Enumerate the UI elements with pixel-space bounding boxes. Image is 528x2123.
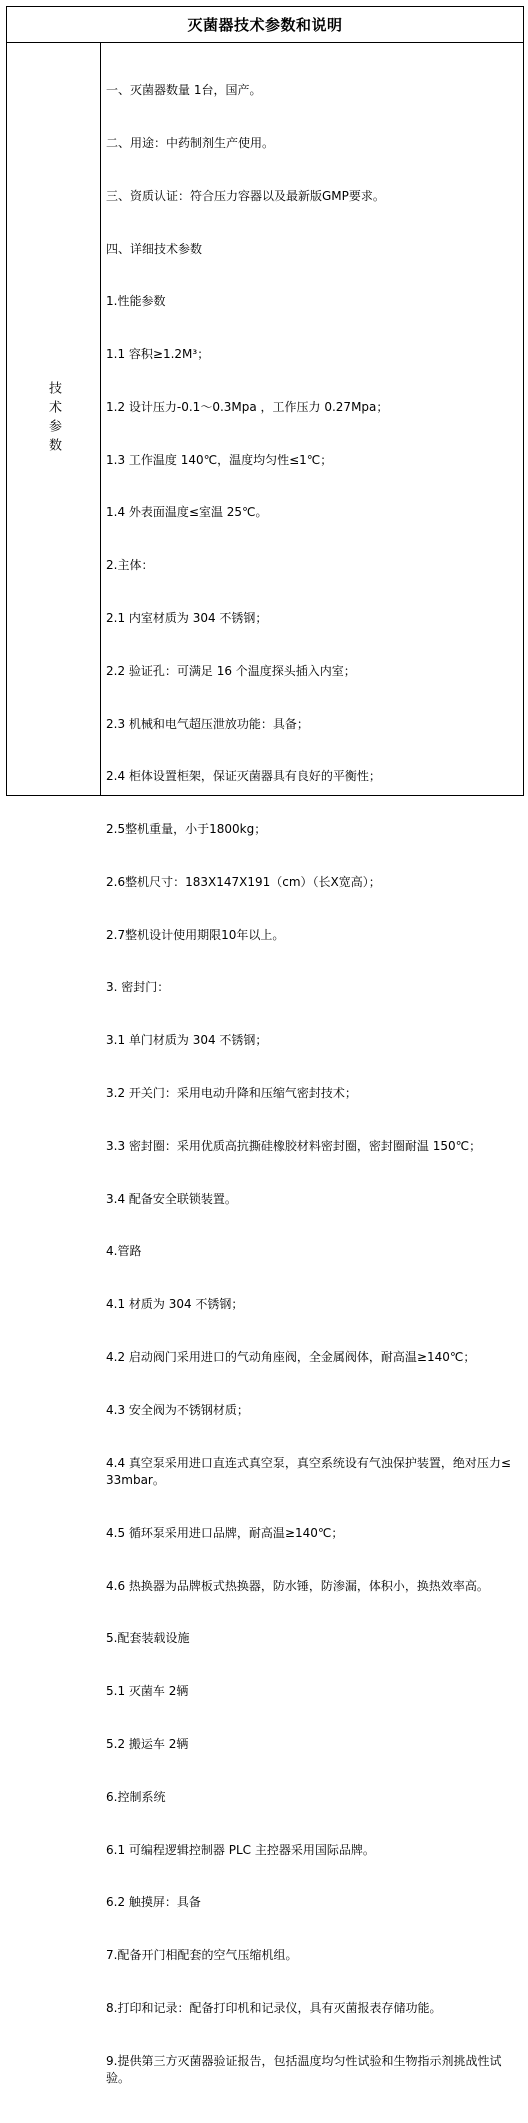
content-line: 9.提供第三方灭菌器验证报告，包括温度均匀性试验和生物指示剂挑战性试验。 [106, 2053, 502, 2086]
content-line: 7.配备开门相配套的空气压缩机组。 [106, 1948, 298, 1963]
content-line: 5.1 灭菌车 2辆 [106, 1684, 189, 1699]
content-line: 5.2 搬运车 2辆 [106, 1737, 189, 1751]
content-line: 2.主体： [106, 558, 154, 573]
content-line: 4.4 真空泵采用进口直连式真空泵，真空系统设有气浊保护装置，绝对压力≤33mbar。 [106, 1455, 511, 1488]
table-title: 灭菌器技术参数和说明 [7, 7, 523, 43]
content-line: 3.1 单门材质为 304 不锈钢； [106, 1033, 268, 1048]
content-line: 2.4 柜体设置柜架，保证灭菌器具有良好的平衡性； [106, 769, 381, 784]
content-line: 2.6整机尺寸：183X147X191（cm）（长X宽高）； [106, 874, 381, 889]
content-line: 4.1 材质为 304 不锈钢； [106, 1297, 244, 1312]
content-line: 一、灭菌器数量 1台，国产。 [106, 83, 262, 98]
content-line: 1.性能参数 [106, 294, 166, 309]
content-line: 1.2 设计压力-0.1～0.3Mpa ，工作压力 0.27Mpa； [106, 399, 389, 414]
content-line: 2.1 内室材质为 304 不锈钢； [106, 611, 268, 625]
content-line: 4.3 安全阀为不锈钢材质； [106, 1402, 249, 1417]
content-cell [101, 43, 523, 2086]
content-line: 4.5 循环泵采用进口品牌，耐高温≥140℃； [106, 1525, 344, 1540]
content-line: 四、详细技术参数 [106, 241, 203, 256]
content-line: 2.5整机重量，小于1800kg； [106, 822, 267, 837]
content-line: 3.4 配备安全联锁装置。 [106, 1191, 237, 1206]
label-text: 技术参数 [46, 381, 61, 457]
content-line: 4.2 启动阀门采用进口的气动角座阀，全金属阀体，耐高温≥140℃； [106, 1349, 476, 1364]
label-cell [7, 43, 101, 795]
content-line: 3.3 密封圈：采用优质高抗撕硅橡胶材料密封圈，密封圈耐温 150℃； [106, 1138, 482, 1153]
content-line: 5.配套装载设施 [106, 1631, 190, 1646]
content-line: 3.2 开关门：采用电动升降和压缩气密封技术； [106, 1086, 357, 1101]
content-line: 8.打印和记录：配备打印机和记录仪，具有灭菌报表存储功能。 [106, 2000, 442, 2015]
content-line: 1.3 工作温度 140℃，温度均匀性≤1℃； [106, 452, 333, 467]
content-line: 二、用途：中药制剂生产使用。 [106, 135, 275, 150]
content-line: 1.4 外表面温度≤室温 25℃。 [106, 505, 268, 520]
content-line: 6.1 可编程逻辑控制器 PLC 主控器采用国际品牌。 [106, 1842, 375, 1857]
content-line: 4.6 热换器为品牌板式热换器，防水锤，防渗漏，体积小，换热效率高。 [106, 1578, 489, 1593]
content-line: 4.管路 [106, 1244, 142, 1259]
content-line: 2.7整机设计使用期限10年以上。 [106, 927, 285, 942]
content-line: 2.3 机械和电气超压泄放功能：具备； [106, 716, 309, 731]
content-line: 三、资质认证：符合压力容器以及最新版GMP要求。 [106, 188, 385, 203]
content-line: 6.控制系统 [106, 1789, 166, 1804]
content-line: 3. 密封门： [106, 980, 170, 995]
content-line: 1.1 容积≥1.2M³； [106, 347, 210, 362]
content-line: 2.2 验证孔：可满足 16 个温度探头插入内室； [106, 663, 356, 678]
content-line: 6.2 触摸屏：具备 [106, 1895, 201, 1910]
spec-table [6, 6, 524, 2086]
